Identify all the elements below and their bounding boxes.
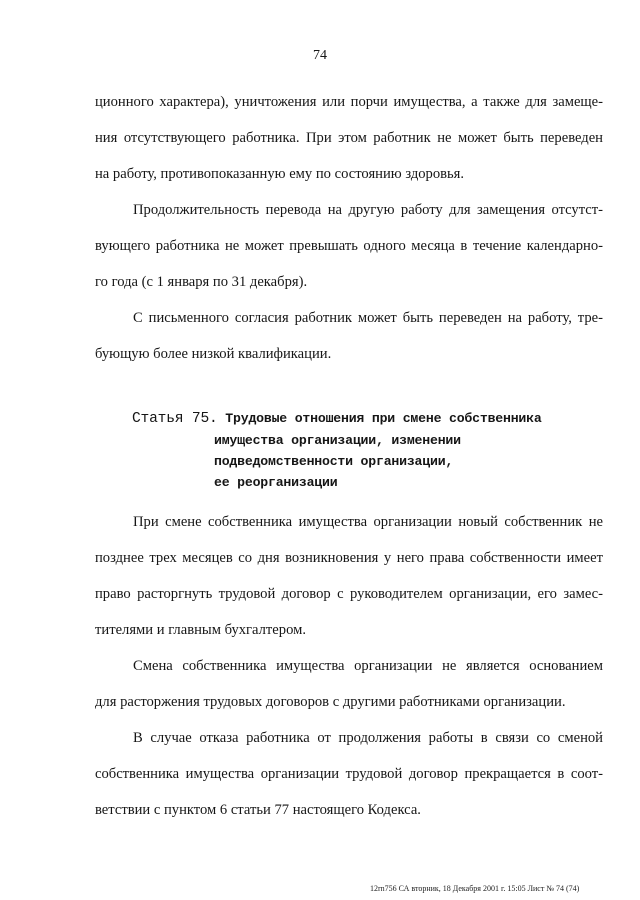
text-line: Продолжительность перевода на другую работу для замещения отсутст- — [133, 202, 603, 218]
text-line: ционного характера), уничтожения или порчи имущества, а также для замеще- — [95, 94, 603, 110]
article-title-text: Трудовые отношения при смене собственника — [225, 411, 542, 426]
page-number: 74 — [313, 48, 327, 63]
text-line: вующего работника не может превышать одного месяца в течение календарно- — [95, 238, 603, 254]
text-line: В случае отказа работника от продолжения работы в связи со сменой — [133, 730, 603, 746]
text-line: позднее трех месяцев со дня возникновения у него права собственности имеет — [95, 550, 603, 566]
text-line: для расторжения трудовых договоров с другими работниками организации. — [95, 694, 566, 710]
article-title-line: ее реорганизации — [214, 475, 338, 490]
print-footer: 12rn756 СА вторник, 18 Декабря 2001 г. 15:05 Лист № 74 (74) — [370, 884, 580, 893]
paragraph — [95, 84, 603, 192]
text-line: право расторгнуть трудовой договор с руководителем организации, его замес- — [95, 586, 603, 602]
paragraph — [95, 504, 603, 648]
text-line: тителями и главным бухгалтером. — [95, 622, 306, 638]
paragraph — [95, 192, 603, 300]
section-2-body — [95, 504, 603, 828]
article-heading — [132, 408, 602, 493]
paragraph — [95, 648, 603, 720]
article-number: Статья 75. — [132, 411, 218, 427]
article-title-line — [132, 408, 602, 430]
article-title-line: подведомственности организации, — [214, 454, 454, 469]
text-line: При смене собственника имущества организации новый собственник не — [133, 514, 603, 530]
text-line: ветствии с пунктом 6 статьи 77 настоящего Кодекса. — [95, 802, 421, 818]
text-line: го года (с 1 января по 31 декабря). — [95, 274, 308, 290]
section-1-body — [95, 84, 603, 372]
text-line: бующую более низкой квалификации. — [95, 346, 332, 362]
text-line: собственника имущества организации трудовой договор прекращается в соот- — [95, 766, 603, 782]
article-title-line: имущества организации, изменении — [214, 433, 461, 448]
text-line: на работу, противопоказанную ему по состоянию здоровья. — [95, 166, 465, 182]
text-line: С письменного согласия работник может быть переведен на работу, тре- — [133, 310, 603, 326]
paragraph — [95, 300, 603, 372]
paragraph — [95, 720, 603, 828]
text-line: ния отсутствующего работника. При этом работник не может быть переведен — [95, 130, 603, 146]
text-line: Смена собственника имущества организации не является основанием — [133, 658, 603, 674]
